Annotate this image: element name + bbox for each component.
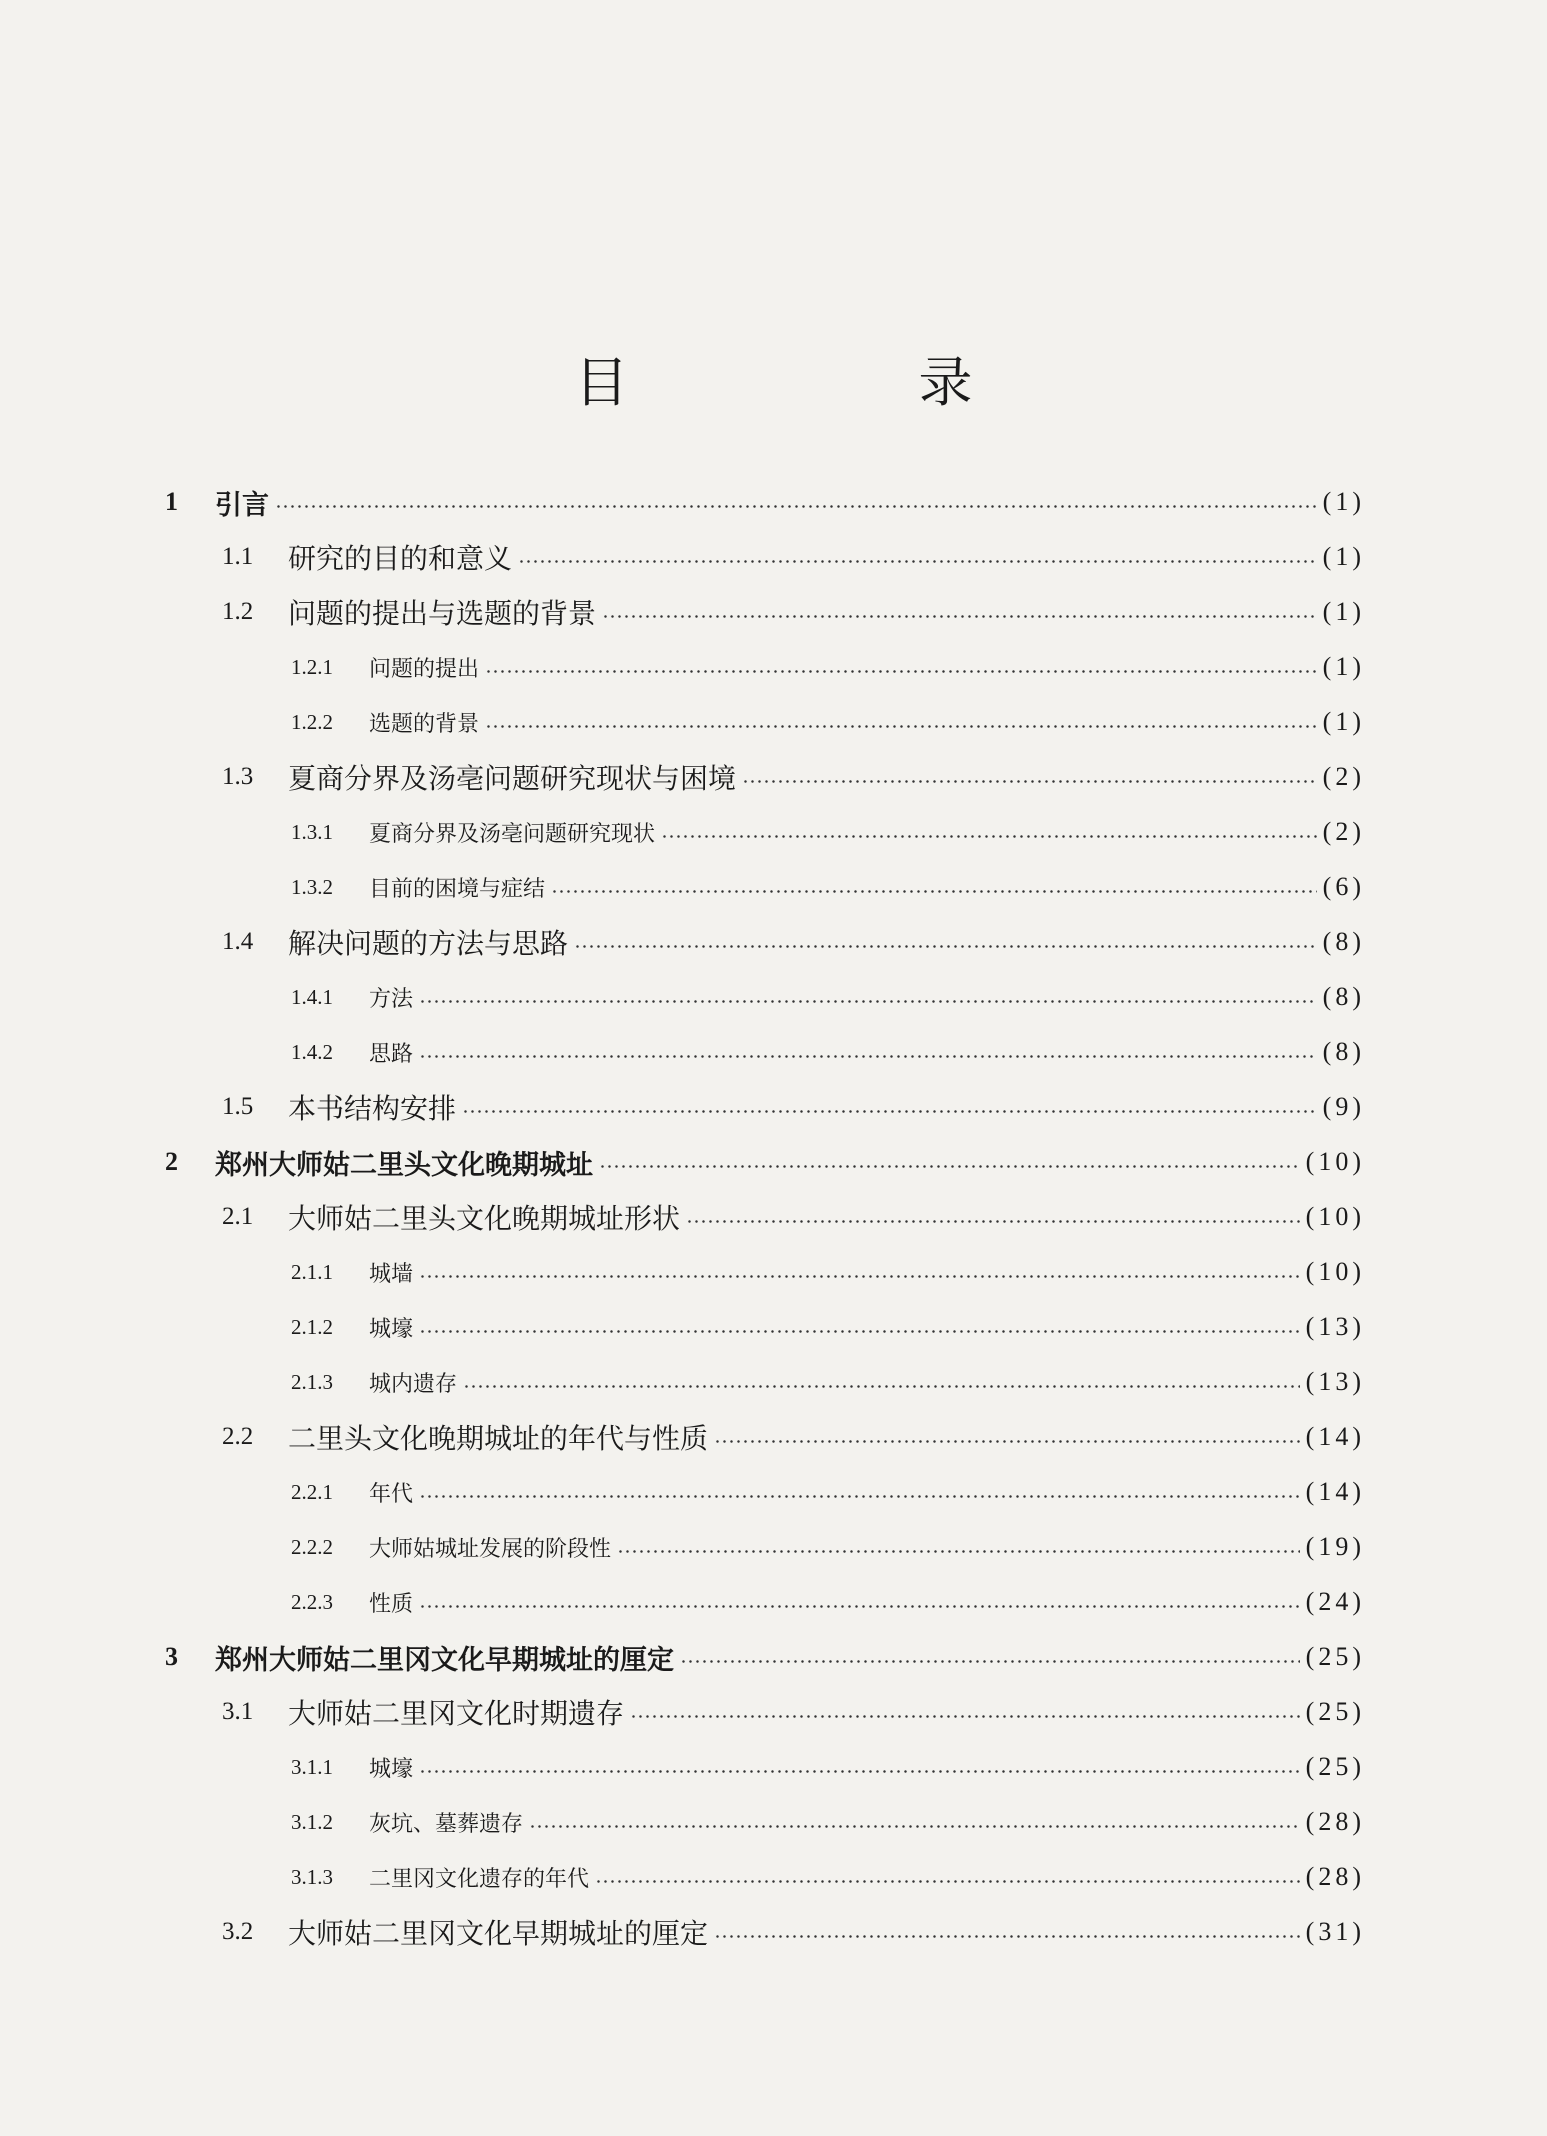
entry-number: 2.2.1 [291, 1479, 333, 1504]
entry-title: 方法 [369, 986, 414, 1012]
toc-entry[interactable] [165, 1142, 1365, 1182]
entry-title: 问题的提出与选题的背景 [288, 597, 597, 630]
entry-number: 3.1.3 [291, 1864, 333, 1889]
dot-leader [419, 1327, 1300, 1335]
entry-title: 城内遗存 [369, 1371, 458, 1397]
toc-entry[interactable] [165, 1307, 1365, 1347]
toc-entry[interactable] [165, 1252, 1365, 1292]
entry-title: 问题的提出 [369, 656, 480, 682]
entry-page: (31) [1305, 1917, 1365, 1946]
entry-number: 1.2.1 [291, 654, 333, 679]
entry-page: (13) [1305, 1367, 1365, 1396]
entry-title: 年代 [369, 1481, 414, 1507]
entry-page: (14) [1305, 1422, 1365, 1451]
toc-entry[interactable] [165, 1197, 1365, 1237]
toc-entry[interactable] [165, 1527, 1365, 1567]
entry-number: 1 [165, 487, 178, 516]
entry-title: 城壕 [369, 1756, 414, 1782]
entry-number: 3 [165, 1642, 178, 1671]
entry-page: (24) [1305, 1587, 1365, 1616]
entry-number: 1.3.1 [291, 819, 333, 844]
dot-leader [661, 832, 1317, 840]
entry-number: 2.1.3 [291, 1369, 333, 1394]
entry-title: 城墙 [369, 1261, 414, 1287]
entry-title: 大师姑二里冈文化早期城址的厘定 [288, 1917, 709, 1950]
toc-entry[interactable] [165, 922, 1365, 962]
entry-page: (8) [1322, 1037, 1365, 1066]
entry-page: (1) [1322, 707, 1365, 736]
entry-title: 城壕 [369, 1316, 414, 1342]
entry-page: (19) [1305, 1532, 1365, 1561]
entry-number: 1.3 [222, 763, 254, 790]
entry-title: 大师姑二里冈文化时期遗存 [288, 1697, 625, 1730]
dot-leader [485, 722, 1317, 730]
entry-title: 郑州大师姑二里头文化晚期城址 [215, 1149, 593, 1181]
entry-number: 3.1.1 [291, 1754, 333, 1779]
dot-leader [595, 1877, 1300, 1885]
entry-title: 本书结构安排 [288, 1092, 457, 1125]
dot-leader [714, 1932, 1300, 1940]
dot-leader [742, 777, 1317, 785]
dot-leader [419, 1767, 1300, 1775]
entry-title: 大师姑城址发展的阶段性 [369, 1536, 612, 1562]
toc-entry[interactable] [165, 537, 1365, 577]
toc-entry[interactable] [165, 1857, 1365, 1897]
toc-entry[interactable] [165, 1747, 1365, 1787]
entry-number: 1.2.2 [291, 709, 333, 734]
toc-entry[interactable] [165, 1362, 1365, 1402]
dot-leader [275, 502, 1317, 510]
dot-leader [680, 1657, 1300, 1665]
entry-title: 郑州大师姑二里冈文化早期城址的厘定 [215, 1644, 674, 1676]
toc-entry[interactable] [165, 702, 1365, 742]
entry-number: 2.2.3 [291, 1589, 333, 1614]
toc-entry[interactable] [165, 647, 1365, 687]
dot-leader [419, 1492, 1300, 1500]
entry-page: (1) [1322, 542, 1365, 571]
entry-title: 大师姑二里头文化晚期城址形状 [288, 1202, 681, 1235]
entry-number: 1.3.2 [291, 874, 333, 899]
entry-title: 引言 [215, 489, 269, 521]
toc-entry[interactable] [165, 977, 1365, 1017]
entry-page: (28) [1305, 1807, 1365, 1836]
dot-leader [419, 1052, 1317, 1060]
entry-number: 2.2.2 [291, 1534, 333, 1559]
dot-leader [485, 667, 1317, 675]
entry-page: (25) [1305, 1697, 1365, 1726]
entry-number: 2 [165, 1147, 178, 1176]
entry-number: 1.1 [222, 543, 254, 570]
toc-entry[interactable] [165, 1582, 1365, 1622]
dot-leader [599, 1162, 1300, 1170]
entry-number: 1.5 [222, 1093, 254, 1120]
dot-leader [630, 1712, 1300, 1720]
dot-leader [551, 887, 1317, 895]
entry-number: 3.2 [222, 1918, 254, 1945]
entry-page: (25) [1305, 1752, 1365, 1781]
entry-page: (6) [1322, 872, 1365, 901]
toc-entry[interactable] [165, 757, 1365, 797]
entry-title: 性质 [369, 1591, 414, 1617]
entry-page: (1) [1322, 597, 1365, 626]
entry-title: 思路 [369, 1041, 414, 1067]
entry-page: (10) [1305, 1202, 1365, 1231]
dot-leader [714, 1437, 1300, 1445]
dot-leader [518, 557, 1317, 565]
entry-title: 选题的背景 [369, 711, 480, 737]
entry-number: 3.1.2 [291, 1809, 333, 1834]
entry-page: (14) [1305, 1477, 1365, 1506]
entry-page: (1) [1322, 652, 1365, 681]
entry-number: 2.1.2 [291, 1314, 333, 1339]
toc-entry[interactable] [165, 1032, 1365, 1072]
toc-entry[interactable] [165, 592, 1365, 632]
entry-page: (2) [1322, 817, 1365, 846]
entry-number: 1.4 [222, 928, 254, 955]
entry-number: 1.2 [222, 598, 254, 625]
toc-entry[interactable] [165, 1472, 1365, 1512]
entry-title: 夏商分界及汤亳问题研究现状与困境 [288, 762, 737, 795]
dot-leader [419, 1602, 1300, 1610]
entry-page: (25) [1305, 1642, 1365, 1671]
dot-leader [686, 1217, 1300, 1225]
entry-page: (28) [1305, 1862, 1365, 1891]
toc-entry[interactable] [165, 1637, 1365, 1677]
toc-entry[interactable] [165, 1087, 1365, 1127]
dot-leader [617, 1547, 1300, 1555]
entry-title: 目前的困境与症结 [369, 876, 546, 902]
entry-number: 3.1 [222, 1698, 254, 1725]
entry-title: 研究的目的和意义 [288, 542, 513, 575]
toc-entry[interactable] [165, 1802, 1365, 1842]
entry-title: 二里冈文化遗存的年代 [369, 1866, 590, 1892]
entry-number: 1.4.2 [291, 1039, 333, 1064]
toc-entry[interactable] [165, 1417, 1365, 1457]
entry-title: 解决问题的方法与思路 [288, 927, 569, 960]
entry-title: 二里头文化晚期城址的年代与性质 [288, 1422, 709, 1455]
dot-leader [602, 612, 1317, 620]
entry-page: (9) [1322, 1092, 1365, 1121]
toc-entry[interactable] [165, 482, 1365, 522]
entry-page: (8) [1322, 982, 1365, 1011]
entry-title: 灰坑、墓葬遗存 [369, 1811, 524, 1837]
dot-leader [462, 1107, 1317, 1115]
dot-leader [419, 997, 1317, 1005]
toc-entry[interactable] [165, 1692, 1365, 1732]
dot-leader [419, 1272, 1300, 1280]
entry-page: (13) [1305, 1312, 1365, 1341]
toc-entry[interactable] [165, 867, 1365, 907]
entry-number: 2.1.1 [291, 1259, 333, 1284]
entry-number: 2.2 [222, 1423, 254, 1450]
entry-number: 1.4.1 [291, 984, 333, 1009]
entry-page: (1) [1322, 487, 1365, 516]
toc-entry[interactable] [165, 1912, 1365, 1952]
entry-page: (2) [1322, 762, 1365, 791]
entry-number: 2.1 [222, 1203, 254, 1230]
toc-entry[interactable] [165, 812, 1365, 852]
dot-leader [463, 1382, 1300, 1390]
entry-page: (10) [1305, 1147, 1365, 1176]
entry-page: (10) [1305, 1257, 1365, 1286]
page-title: 目 录 [574, 351, 1091, 414]
dot-leader [574, 942, 1317, 950]
entry-title: 夏商分界及汤亳问题研究现状 [369, 821, 656, 847]
entry-page: (8) [1322, 927, 1365, 956]
dot-leader [529, 1822, 1300, 1830]
